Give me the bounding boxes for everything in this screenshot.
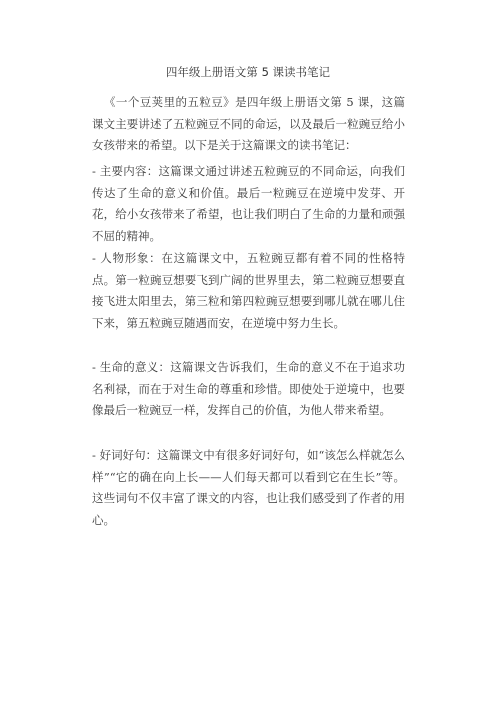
section-good-words: - 好词好句：这篇课文中有很多好词好句，如“该怎么样就怎么样”“它的确在向上长——人们每天都可以看到它在生长”等。这些词句不仅丰富了课文的内容，也让我们感受到了作者的用心。 (92, 448, 405, 527)
section-main-content: - 主要内容：这篇课文通过讲述五粒豌豆的不同命运，向我们传达了生命的意义和价值。最后一粒豌豆在逆境中发芽、开花，给小女孩带来了希望，也让我们明白了生命的力量和顽强不屈的精神。 (92, 164, 405, 243)
section-characters: - 人物形象：在这篇课文中，五粒豌豆都有着不同的性格特点。第一粒豌豆想要飞到广阔的世界里去，第二粒豌豆想要直接飞进太阳里去，第三粒和第四粒豌豆想要到哪儿就在哪儿住下来，第五粒豌豆随遇而安，在逆境中努力生长。 (92, 251, 405, 330)
section-meaning-of-life: - 生命的意义：这篇课文告诉我们，生命的意义不在于追求功名利禄，而在于对生命的尊重和珍惜。即使处于逆境中，也要像最后一粒豌豆一样，发挥自己的价值，为他人带来希望。 (92, 360, 405, 418)
document-title: 四年级上册语文第 5 课读书笔记 (165, 65, 331, 79)
intro-paragraph: 《一个豆荚里的五粒豆》是四年级上册语文第 5 课，这篇课文主要讲述了五粒豌豆不同的命运，以及最后一粒豌豆给小女孩带来的希望。以下是关于这篇课文的读书笔记： (92, 95, 405, 153)
